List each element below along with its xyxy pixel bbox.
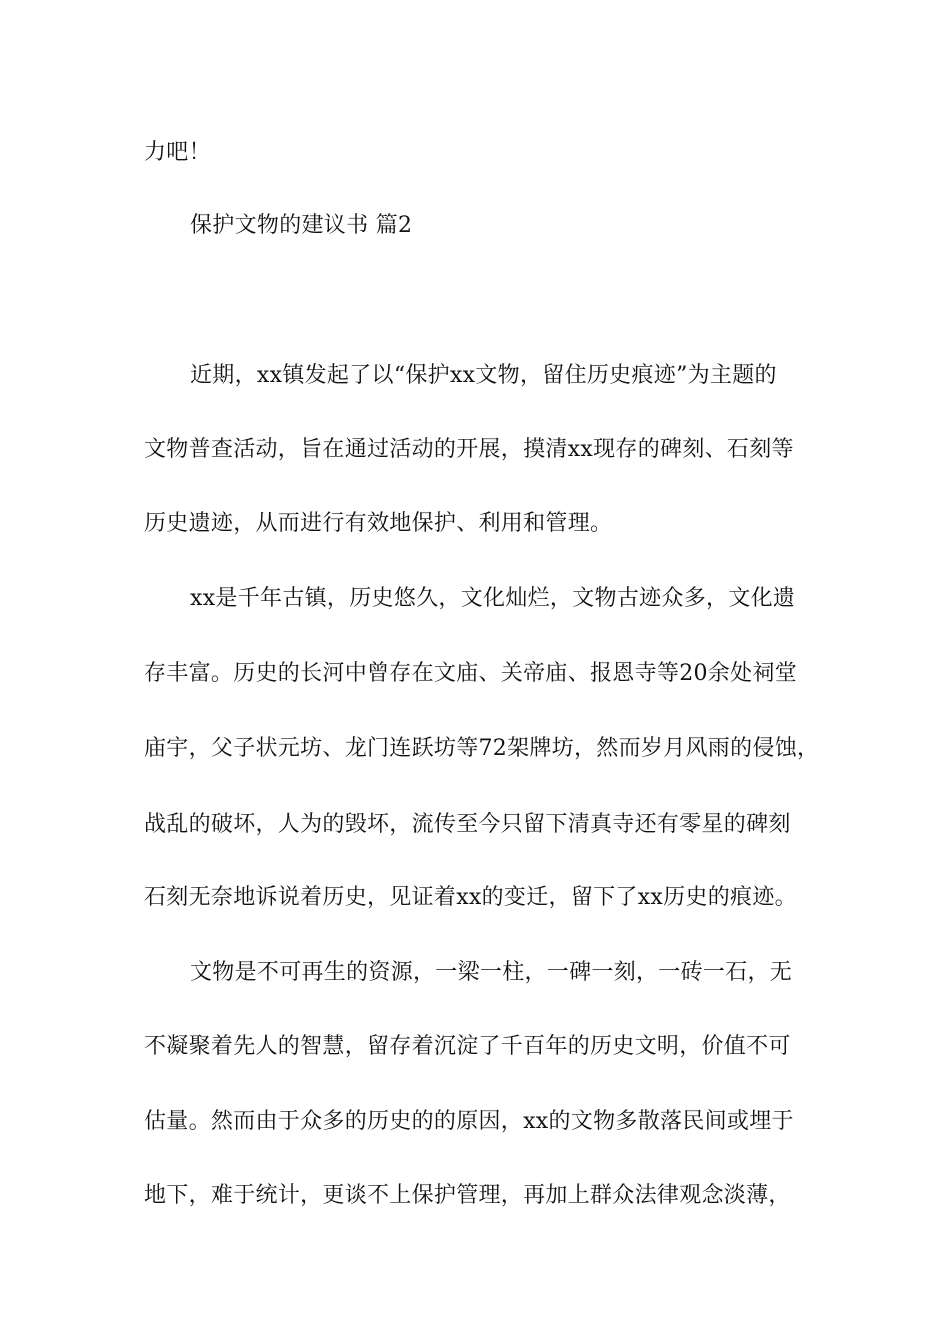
text-line-1: 力吧！ [144, 140, 211, 165]
text-line-14: 地下，难于统计，更谈不上保护管理，再加上群众法律观念淡薄， [144, 1183, 791, 1208]
text-line-10: 石刻无奈地诉说着历史，见证着xx的变迁，留下了xx历史的痕迹。 [144, 885, 797, 910]
text-line-11: 文物是不可再生的资源，一梁一柱，一碑一刻，一砖一石，无 [190, 960, 793, 985]
text-line-8: 庙宇，父子状元坊、龙门连跃坊等72架牌坊，然而岁月风雨的侵蚀， [144, 736, 820, 761]
text-line-5: 历史遗迹，从而进行有效地保护、利用和管理。 [144, 511, 613, 536]
text-line-9: 战乱的破坏，人为的毁坏，流传至今只留下清真寺还有零星的碑刻 [144, 812, 791, 837]
text-line-6: xx是千年古镇，历史悠久，文化灿烂，文物古迹众多，文化遗 [190, 586, 796, 611]
text-line-4: 文物普查活动，旨在通过活动的开展，摸清xx现存的碑刻、石刻等 [144, 437, 794, 462]
text-line-12: 不凝聚着先人的智慧，留存着沉淀了千百年的历史文明，价值不可 [144, 1034, 791, 1059]
text-line-13: 估量。然而由于众多的历史的的原因，xx的文物多散落民间或埋于 [144, 1109, 794, 1134]
section-heading: 保护文物的建议书 篇2 [190, 213, 413, 238]
text-line-7: 存丰富。历史的长河中曾存在文庙、关帝庙、报恩寺等20余处祠堂 [144, 661, 797, 686]
text-line-3: 近期，xx镇发起了以“保护xx文物，留住历史痕迹”为主题的 [190, 363, 777, 388]
